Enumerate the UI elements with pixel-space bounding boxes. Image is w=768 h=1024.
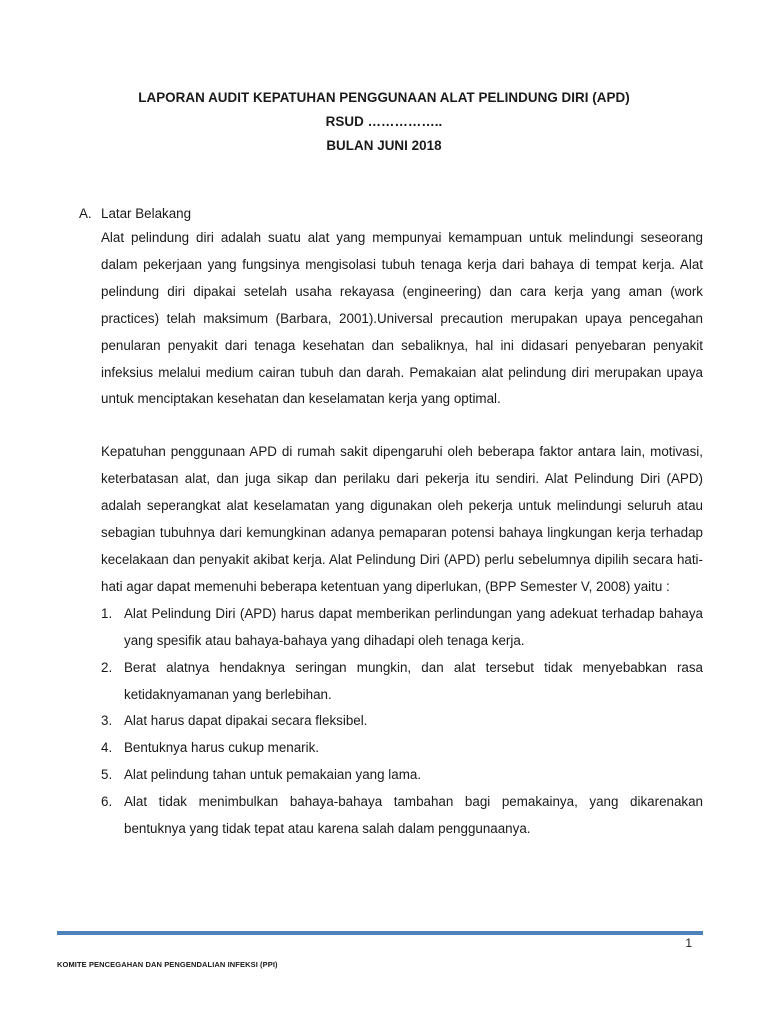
list-item-text: Alat pelindung tahan untuk pemakaian yang lama. <box>124 767 422 783</box>
section-body <box>101 225 703 843</box>
paragraph-spacer <box>101 413 703 439</box>
list-item-text: Alat harus dapat dipakai secara fleksibel. <box>124 713 368 729</box>
paragraph-1: Alat pelindung diri adalah suatu alat yang mempunyai kemampuan untuk melindungi seseorang dalam pekerjaan yang fungsinya mengisolasi tubuh tenaga kerja dari bahaya di tempat kerja. Alat pelindung diri dipakai setelah usaha rekayasa (engineering) dan cara kerja yang aman (work practices) telah maksimum (Barbara, 2001).Universal precaution merupakan upaya pencegahan penularan penyakit dari tenaga kesehatan dan sebaliknya, hal ini didasari penyebaran penyakit infeksius melalui medium cairan tubuh dan darah. Pemakaian alat pelindung diri merupakan upaya untuk menciptakan kesehatan dan keselamatan kerja yang optimal. <box>101 230 703 407</box>
section-letter: A. <box>79 206 92 221</box>
list-item <box>101 735 703 762</box>
list-item-number: 3. <box>101 713 113 729</box>
title-line-3: BULAN JUNI 2018 <box>326 138 442 153</box>
title-line-2: RSUD …………….. <box>325 114 443 129</box>
footer-committee-name: KOMITE PENCEGAHAN DAN PENGENDALIAN INFEKSI (PPI) <box>57 960 278 969</box>
list-item <box>101 655 703 709</box>
list-item <box>101 601 703 655</box>
section-heading-text: Latar Belakang <box>101 206 192 221</box>
page-number: 1 <box>685 936 692 950</box>
list-item-number: 5. <box>101 767 113 783</box>
list-item <box>101 762 703 789</box>
section-latar-belakang <box>79 203 719 843</box>
list-item-text: Alat tidak menimbulkan bahaya-bahaya tambahan bagi pemakainya, yang dikarenakan bentuknya yang tidak tepat atau karena salah dalam penggunaanya. <box>124 794 703 837</box>
title-line-1: LAPORAN AUDIT KEPATUHAN PENGGUNAAN ALAT PELINDUNG DIRI (APD) <box>138 90 630 105</box>
footer-rule <box>57 931 703 935</box>
list-item <box>101 708 703 735</box>
list-item <box>101 789 703 843</box>
list-item-text: Bentuknya harus cukup menarik. <box>124 740 320 756</box>
document-title <box>0 86 768 158</box>
paragraph-2: Kepatuhan penggunaan APD di rumah sakit dipengaruhi oleh beberapa faktor antara lain, motivasi, keterbatasan alat, dan juga sikap dan perilaku dari pekerja itu sendiri. Alat Pelindung Diri (APD) adalah seperangkat alat keselamatan yang digunakan oleh pekerja untuk melindungi seluruh atau sebagian tubuhnya dari kemungkinan adanya pemaparan potensi bahaya lingkungan kerja terhadap kecelakaan dan penyakit akibat kerja. Alat Pelindung Diri (APD) perlu sebelumnya dipilih secara hati-hati agar dapat memenuhi beberapa ketentuan yang diperlukan, (BPP Semester V, 2008) yaitu : <box>101 444 703 594</box>
list-item-number: 4. <box>101 740 113 756</box>
list-item-text: Berat alatnya hendaknya seringan mungkin, dan alat tersebut tidak menyebabkan rasa ketidaknyamanan yang berlebihan. <box>124 659 703 702</box>
list-item-number: 1. <box>101 605 113 621</box>
requirements-list <box>101 601 703 843</box>
list-item-text: Alat Pelindung Diri (APD) harus dapat memberikan perlindungan yang adekuat terhadap bahaya yang spesifik atau bahaya-bahaya yang dihadapi oleh tenaga kerja. <box>124 605 703 648</box>
list-item-number: 6. <box>101 794 113 810</box>
list-item-number: 2. <box>101 659 113 675</box>
section-heading <box>79 203 719 225</box>
